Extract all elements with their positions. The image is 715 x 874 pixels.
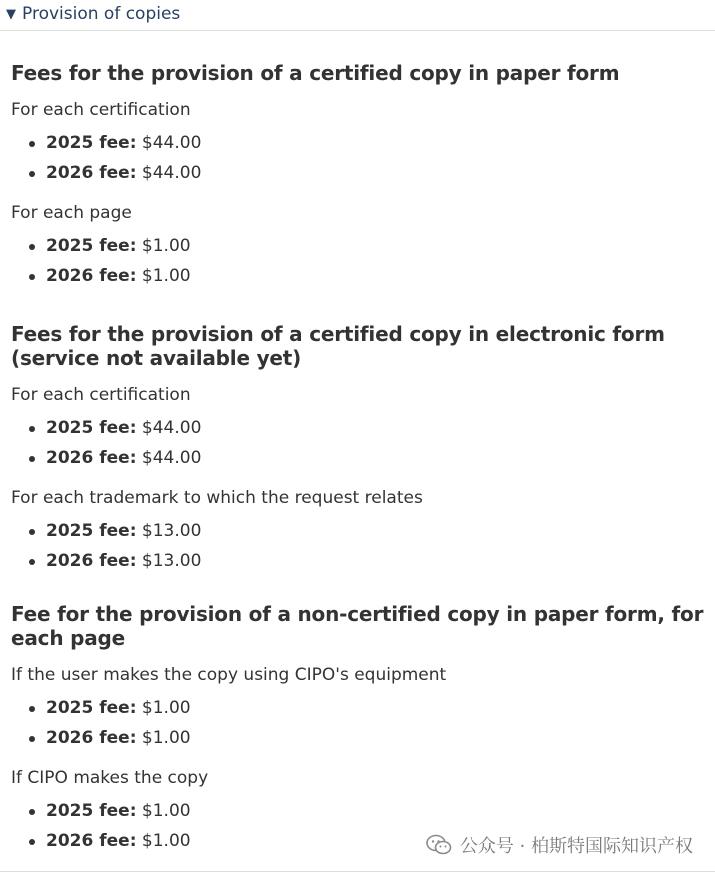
fee-item: [46, 158, 704, 188]
fee-label: 2025 fee:: [46, 133, 137, 153]
fee-list: [11, 509, 704, 576]
fee-label: 2026 fee:: [46, 266, 137, 286]
fee-amount: $1.00: [141, 728, 191, 748]
fee-amount: $13.00: [141, 521, 202, 541]
fee-description: If the user makes the copy using CIPO's equipment: [11, 665, 447, 685]
triangle-down-icon: ▼: [6, 7, 16, 22]
fee-description: For each certification: [11, 385, 191, 405]
section-heading: Fees for the provision of a certified copy in electronic form (service not available yet): [11, 322, 665, 370]
fee-label: 2025 fee:: [46, 418, 137, 438]
fee-list: [11, 406, 704, 473]
fee-item: [46, 796, 704, 826]
fee-amount: $1.00: [141, 831, 191, 851]
fee-amount: $1.00: [141, 266, 191, 286]
bottom-divider: [0, 871, 715, 872]
fee-item: [46, 413, 704, 443]
fee-amount: $44.00: [141, 448, 202, 468]
fee-item: [46, 443, 704, 473]
fee-description: If CIPO makes the copy: [11, 768, 209, 788]
fee-description: For each page: [11, 203, 132, 223]
wechat-icon: [426, 834, 452, 856]
fee-description: For each trademark to which the request relates: [11, 488, 423, 508]
fee-amount: $1.00: [141, 801, 191, 821]
fee-item: [46, 723, 704, 753]
details-summary-label: Provision of copies: [22, 4, 181, 24]
watermark: [426, 832, 693, 858]
section-certified-paper: [11, 31, 704, 291]
fee-label: 2026 fee:: [46, 728, 137, 748]
fee-amount: $44.00: [141, 133, 202, 153]
fee-label: 2025 fee:: [46, 698, 137, 718]
fee-item: [46, 546, 704, 576]
fee-list: [11, 121, 704, 188]
fees-content: [0, 31, 715, 856]
fee-label: 2025 fee:: [46, 521, 137, 541]
section-heading: Fees for the provision of a certified copy in paper form: [11, 61, 620, 85]
fee-label: 2026 fee:: [46, 448, 137, 468]
fee-item: [46, 693, 704, 723]
fee-item: [46, 128, 704, 158]
fee-amount: $13.00: [141, 551, 202, 571]
fee-label: 2026 fee:: [46, 551, 137, 571]
fee-label: 2025 fee:: [46, 236, 137, 256]
section-certified-electronic: [11, 291, 704, 576]
fee-amount: $1.00: [141, 236, 191, 256]
details-summary-toggle[interactable]: [0, 0, 715, 31]
watermark-text: 公众号 · 柏斯特国际知识产权: [459, 836, 693, 857]
fee-amount: $44.00: [141, 418, 202, 438]
fee-description: For each certification: [11, 100, 191, 120]
fee-item: [46, 261, 704, 291]
fee-label: 2026 fee:: [46, 163, 137, 183]
section-heading: Fee for the provision of a non-certified copy in paper form, for each page: [11, 602, 704, 650]
fee-label: 2025 fee:: [46, 801, 137, 821]
fee-item: [46, 516, 704, 546]
fee-label: 2026 fee:: [46, 831, 137, 851]
fee-amount: $44.00: [141, 163, 202, 183]
fee-list: [11, 224, 704, 291]
fee-amount: $1.00: [141, 698, 191, 718]
fee-item: [46, 231, 704, 261]
fee-list: [11, 686, 704, 753]
section-non-certified-paper: [11, 576, 704, 856]
